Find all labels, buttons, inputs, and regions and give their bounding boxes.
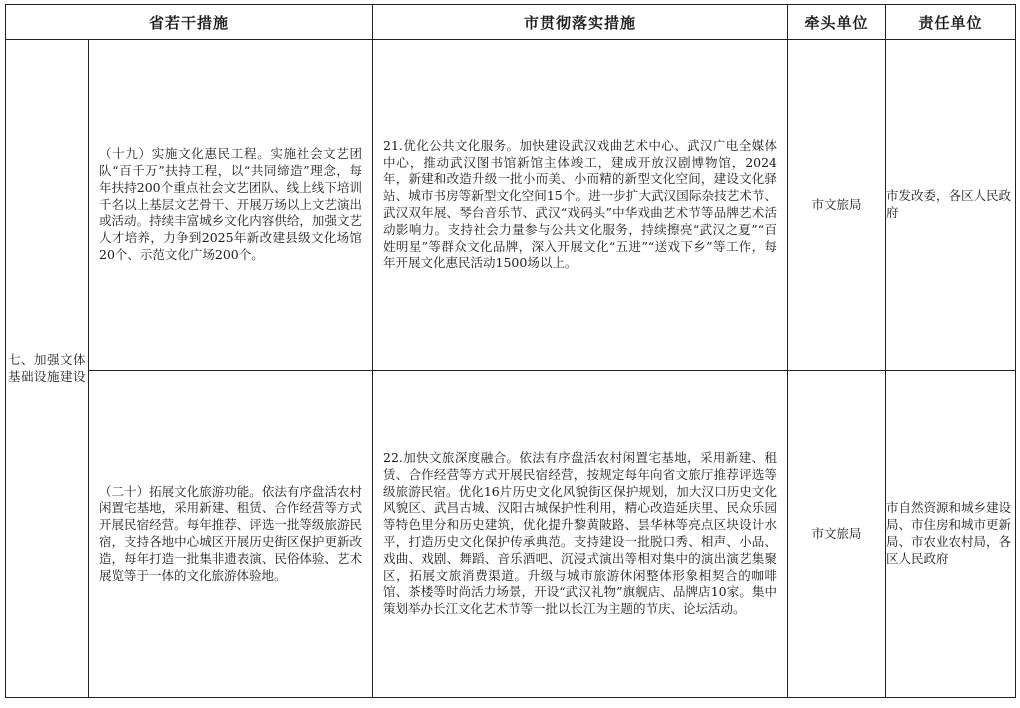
- responsible-unit-cell: 市发改委，各区人民政府: [886, 40, 1016, 371]
- lead-unit-cell: 市文旅局: [788, 40, 886, 371]
- provincial-measure-cell: [89, 371, 373, 698]
- header-responsible-unit: 责任单位: [886, 5, 1016, 40]
- lead-unit-cell: 市文旅局: [788, 371, 886, 698]
- table-header-row: [6, 5, 1016, 40]
- header-city-measures: 市贯彻落实措施: [373, 5, 788, 40]
- measures-table: [5, 4, 1016, 698]
- category-cell: 七、加强文体基础设施建设: [6, 40, 89, 698]
- provincial-measure-cell: [89, 40, 373, 371]
- provincial-measure-text: （二十）拓展文化旅游功能。依法有序盘活农村闲置宅基地，采用新建、租赁、合作经营等方式开展民宿经营。每年推荐、评选一批等级旅游民宿，支持各地中心城区开展历史街区保护更新改造，每年打造一批集非遗表演、民俗体验、艺术展览等于一体的文化旅游体验地。: [99, 483, 363, 583]
- table-row: [6, 40, 1016, 371]
- city-measure-text: 22.加快文旅深度融合。依法有序盘活农村闲置宅基地，采用新建、租赁、合作经营等方式开展民宿经营，按规定每年向省文旅厅推荐评选等级旅游民宿。优化16片历史文化风貌街区保护规划，加大汉口历史文化风貌区、武昌古城、汉阳古城保护性利用，精心改造延庆里、民众乐园等特色里分和历史建筑，优化提升黎黄陂路、昙华林等亮点区块设计水平，打造历史文化保护传承典范。支持建设一批脱口秀、相声、小品、戏曲、戏剧、舞蹈、音乐酒吧、沉浸式演出等相对集中的演出演艺集聚区，拓展文旅消费渠道。升级与城市旅游休闲整体形象相契合的咖啡馆、茶楼等时尚活力场景，开设“武汉礼物”旗舰店、品牌店10家。集中策划举办长江文化艺术节等一批以长江为主题的节庆、论坛活动。: [383, 450, 778, 617]
- city-measure-cell: [373, 40, 788, 371]
- table-row: [6, 371, 1016, 698]
- header-lead-unit: 牵头单位: [788, 5, 886, 40]
- city-measure-text: 21.优化公共文化服务。加快建设武汉戏曲艺术中心、武汉广电全媒体中心，推动武汉图书馆新馆主体竣工，建成开放汉剧博物馆，2024年，新建和改造升级一批小而美、小而精的新型文化空间，建设文化驿站、城市书房等新型文化空间15个。进一步扩大武汉国际杂技艺术节、武汉双年展、琴台音乐节、武汉“戏码头”中华戏曲艺术节等品牌艺术活动影响力。支持社会力量参与公共文化服务，持续擦亮“武汉之夏”“百姓明星”等群众文化品牌，深入开展文化“五进”“送戏下乡”等工作，每年开展文化惠民活动1500场以上。: [383, 137, 778, 271]
- header-provincial-measures: 省若干措施: [6, 5, 373, 40]
- responsible-unit-cell: 市自然资源和城乡建设局、市住房和城市更新局、市农业农村局，各区人民政府: [886, 371, 1016, 698]
- city-measure-cell: [373, 371, 788, 698]
- provincial-measure-text: （十九）实施文化惠民工程。实施社会文艺团队“百千万”扶持工程，以“共同缔造”理念，每年扶持200个重点社会文艺团队、线上线下培训千名以上基层文艺骨干、开展万场以上文艺演出或活动。持续丰富城乡文化内容供给，加强文艺人才培养，力争到2025年新改建县级文化场馆20个、示范文化广场200个。: [99, 146, 363, 262]
